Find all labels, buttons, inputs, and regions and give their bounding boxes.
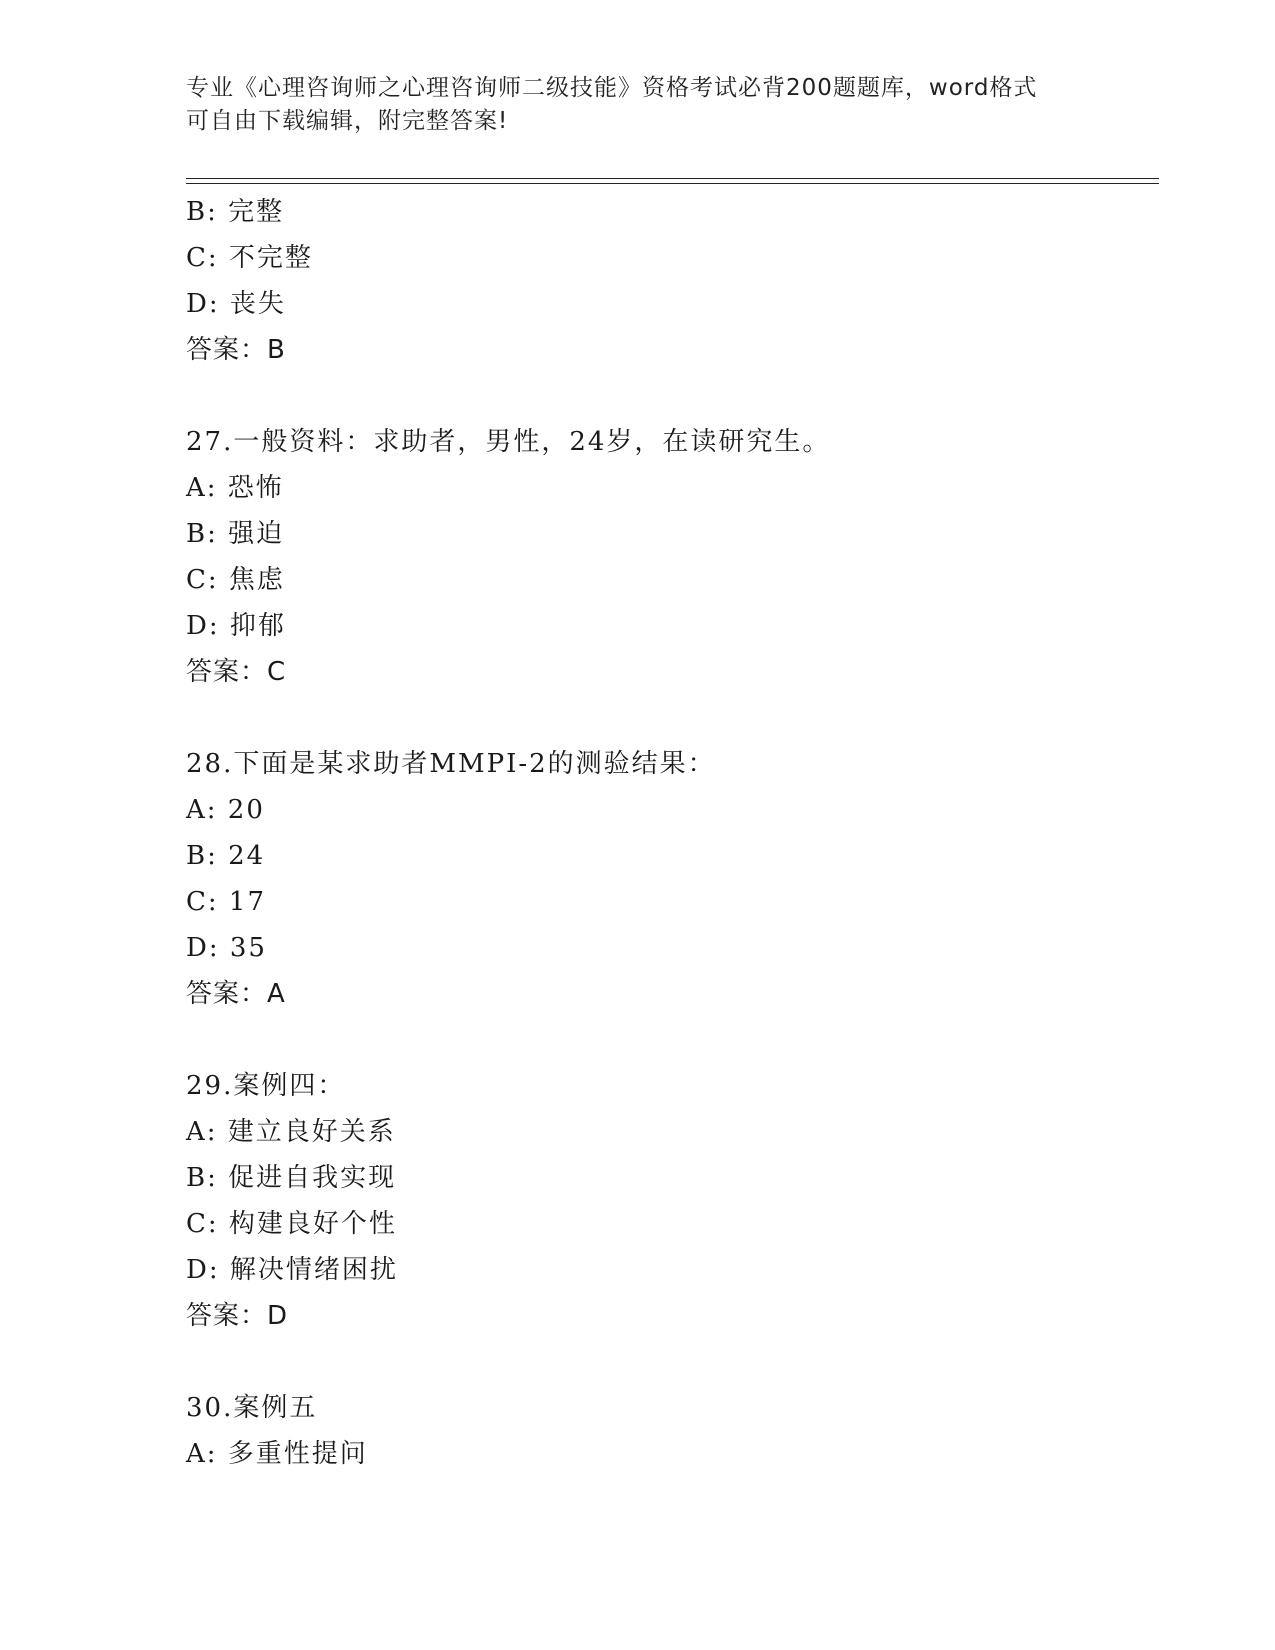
question-text: 30.案例五 bbox=[186, 1393, 318, 1423]
option-c: C: 构建良好个性 bbox=[186, 1209, 397, 1239]
option-b: B: 完整 bbox=[186, 197, 285, 227]
option-a: A: 建立良好关系 bbox=[186, 1117, 396, 1147]
question-block-27 bbox=[186, 419, 1146, 695]
option-c: C: 17 bbox=[186, 887, 267, 917]
option-b: B: 促进自我实现 bbox=[186, 1163, 397, 1193]
answer-line: 答案：C bbox=[186, 657, 287, 687]
option-d: D: 35 bbox=[186, 933, 267, 963]
option-b: B: 24 bbox=[186, 841, 266, 871]
option-a: A: 恐怖 bbox=[186, 473, 284, 503]
option-d: D: 丧失 bbox=[186, 289, 286, 319]
option-c: C: 焦虑 bbox=[186, 565, 285, 595]
answer-line: 答案：B bbox=[186, 335, 286, 365]
question-text: 28.下面是某求助者MMPI-2的测验结果： bbox=[186, 749, 716, 779]
option-a: A: 多重性提问 bbox=[186, 1439, 368, 1469]
question-text: 27.一般资料：求助者，男性，24岁，在读研究生。 bbox=[186, 427, 831, 457]
question-block-29 bbox=[186, 1063, 1146, 1339]
question-list bbox=[186, 189, 1146, 1477]
question-block-26 bbox=[186, 189, 1146, 373]
header-divider-bottom bbox=[186, 183, 1159, 184]
answer-line: 答案：A bbox=[186, 979, 286, 1009]
answer-line: 答案：D bbox=[186, 1301, 289, 1331]
header-title-line-1: 专业《心理咨询师之心理咨询师二级技能》资格考试必背200题题库，word格式 bbox=[186, 75, 1038, 101]
option-c: C: 不完整 bbox=[186, 243, 313, 273]
option-a: A: 20 bbox=[186, 795, 265, 825]
question-block-30 bbox=[186, 1385, 1146, 1477]
header-title-line-2: 可自由下载编辑，附完整答案! bbox=[186, 108, 509, 134]
question-text: 29.案例四： bbox=[186, 1071, 346, 1101]
option-d: D: 解决情绪困扰 bbox=[186, 1255, 398, 1285]
option-b: B: 强迫 bbox=[186, 519, 285, 549]
question-block-28 bbox=[186, 741, 1146, 1017]
option-d: D: 抑郁 bbox=[186, 611, 286, 641]
header-divider-top bbox=[186, 178, 1159, 179]
document-header bbox=[186, 72, 1086, 138]
